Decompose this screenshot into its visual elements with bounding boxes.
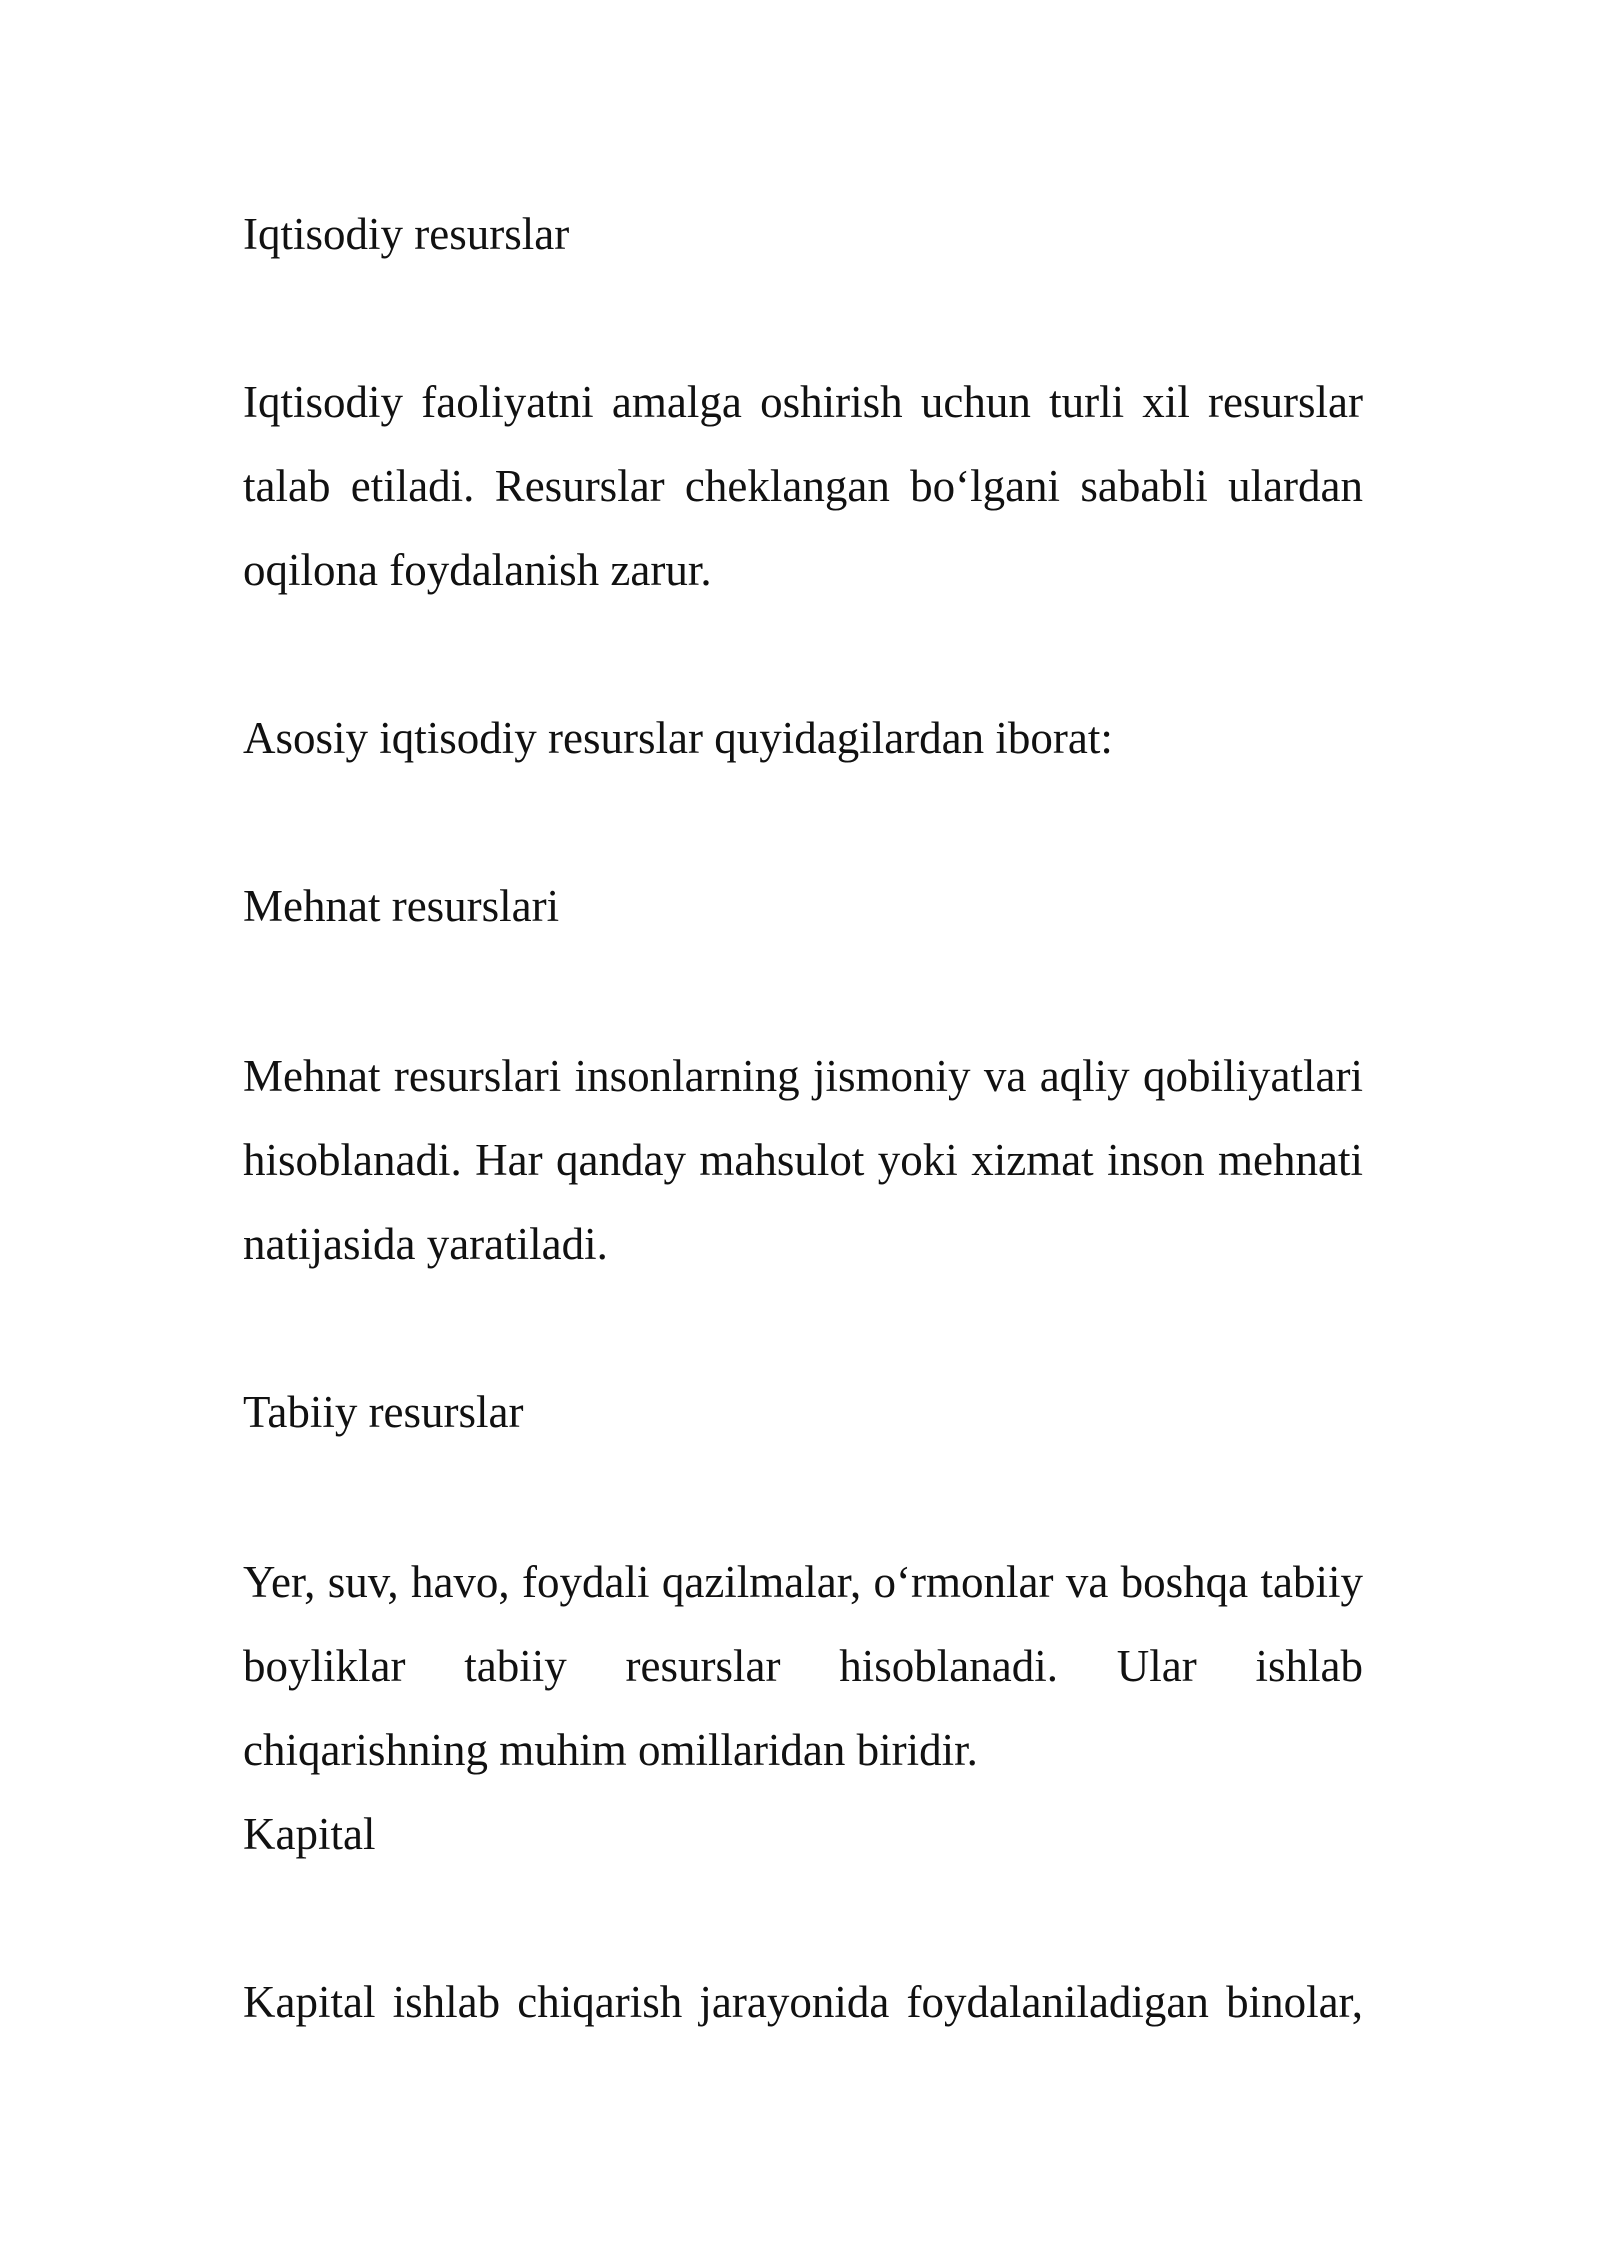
paragraph-line: Yer, suv, havo, foydali qazilmalar, o‘rmonlar va boshqa tabiiy <box>243 1557 1363 1607</box>
paragraph-line: oqilona foydalanish zarur. <box>243 545 712 595</box>
document-title: Iqtisodiy resurslar <box>243 209 570 259</box>
list-intro: Asosiy iqtisodiy resurslar quyidagilardan iborat: <box>243 713 1113 763</box>
paragraph-line: boyliklar tabiiy resurslar hisoblanadi. Ular ishlab <box>243 1641 1363 1691</box>
paragraph-line: natijasida yaratiladi. <box>243 1219 608 1269</box>
paragraph-line: hisoblanadi. Har qanday mahsulot yoki xizmat inson mehnati <box>243 1135 1363 1185</box>
paragraph-line: Kapital ishlab chiqarish jarayonida foydalaniladigan binolar, <box>243 1977 1363 2027</box>
paragraph-line: Mehnat resurslari insonlarning jismoniy va aqliy qobiliyatlari <box>243 1051 1363 1101</box>
section-heading: Tabiiy resurslar <box>243 1387 524 1437</box>
section-heading: Kapital <box>243 1809 376 1859</box>
paragraph-line: Iqtisodiy faoliyatni amalga oshirish uchun turli xil resurslar <box>243 377 1363 427</box>
paragraph-line: talab etiladi. Resurslar cheklangan bo‘lgani sababli ulardan <box>243 461 1363 511</box>
paragraph-line: chiqarishning muhim omillaridan biridir. <box>243 1725 978 1775</box>
section-heading: Mehnat resurslari <box>243 881 560 931</box>
